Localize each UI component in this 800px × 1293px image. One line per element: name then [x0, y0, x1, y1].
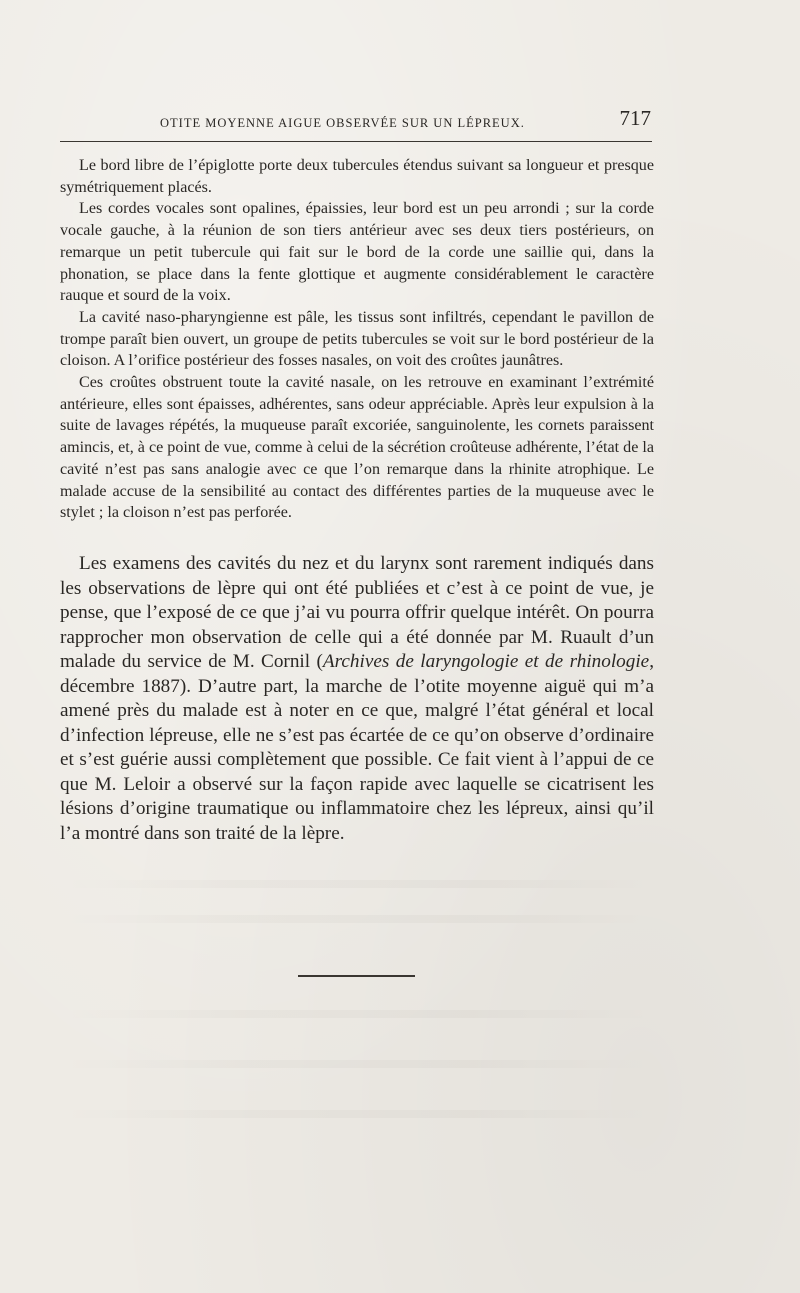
show-through: [62, 1060, 652, 1068]
paragraph-vocal-cords: Les cordes vocales sont opalines, épaissies, leur bord est un peu arrondi ; sur la corde vocale gauche, à la réunion de son tiers antérieur avec ses deux tiers postérieurs, on remarque un petit tubercule qui fait sur le bord de la corde une saillie qui, dans la phonation, se place dans la fente glottique et augmente considérablement le caractère rauque et sourd de la voix.: [60, 200, 654, 305]
discussion-text-1: Les examens des cavités du nez et du larynx sont rarement indiqués dans les observations de lèpre qui ont été publiées et c’est à ce point de vue, je pense, que l’exposé de ce que j’ai vu pourra offrir quelque intérêt. On pourra rapprocher mon observation de celle qui a été donnée par M. Ruault d’un malade du service de M. Cornil (: [60, 553, 654, 672]
page-number: 717: [619, 106, 651, 130]
paragraph-discussion: [60, 552, 654, 846]
discussion: [60, 552, 654, 846]
paragraph-nasal-crusts: Ces croûtes obstruent toute la cavité nasale, on les retrouve en examinant l’extrémité antérieure, elles sont épaisses, adhérentes, sans odeur appréciable. Après leur expulsion à la suite de lavages répétés, la muqueuse paraît excoriée, sanguinolente, les cornets paraissent amincis, et, à ce point de vue, comme à celui de la sécrétion croûteuse adhérente, l’état de la cavité n’est pas sans analogie avec ce que l’on remarque dans la rhinite atrophique. Le malade accuse de la sensibilité au contact des différentes parties de la muqueuse avec le stylet ; la cloison n’est pas perforée.: [60, 374, 654, 522]
paragraph-epiglottis: Le bord libre de l’épiglotte porte deux tubercules étendus suivant sa longueur et presque symétriquement placés.: [60, 157, 654, 196]
paragraph-nasopharynx: La cavité naso-pharyngienne est pâle, les tissus sont infiltrés, cependant le pavillon de trompe paraît bien ouvert, un groupe de petits tubercules se voit sur le bord postérieur de la cloison. A l’orifice postérieur des fosses nasales, on voit des croûtes jaunâtres.: [60, 308, 654, 370]
discussion-text-2: , décembre 1887). D’autre part, la marche de l’otite moyenne aiguë qui m’a amené près du malade est à noter en ce que, malgré l’état général et local d’infection lépreuse, elle ne s’est pas écartée de ce qu’on observe d’ordinaire et s’est guérie aussi complètement que possible. Ce fait vient à l’appui de ce que M. Leloir a observé sur la façon rapide avec laquelle se cicatrisent les lésions d’origine traumatique ou inflammatoire chez les lépreux, ainsi qu’il l’a montré dans son traité de la lèpre.: [60, 651, 654, 844]
show-through: [62, 1010, 652, 1018]
header-rule: [60, 141, 652, 142]
show-through: [62, 1110, 652, 1118]
running-title: OTITE MOYENNE AIGUE OBSERVÉE SUR UN LÉPREUX.: [160, 116, 525, 130]
show-through: [62, 880, 652, 888]
section-end-rule: [298, 975, 415, 977]
observation-notes: [60, 155, 654, 524]
journal-citation: Archives de laryngologie et de rhinologie: [322, 651, 650, 672]
running-head: [60, 106, 655, 136]
show-through: [62, 915, 652, 923]
